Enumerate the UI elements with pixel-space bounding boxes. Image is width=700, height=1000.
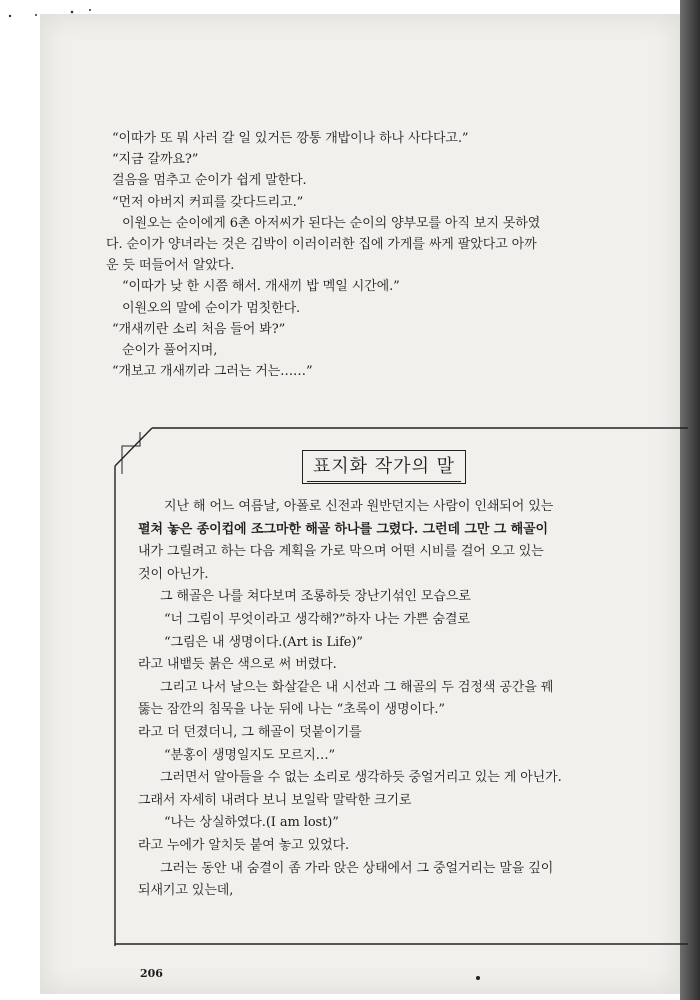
essay-line: 것이 아닌가. <box>138 566 209 582</box>
essay-line: 지난 해 어느 여름날, 아폴로 신전과 원반던지는 사람이 인쇄되어 있는 <box>164 499 554 514</box>
story-line: 운 듯 떠들어서 알았다. <box>106 258 235 274</box>
essay-line: 내가 그릴려고 하는 다음 계획을 가로 막으며 어떤 시비를 걸어 오고 있는 <box>138 544 544 560</box>
story-line: “지금 갈까요?” <box>112 152 199 168</box>
story-line: “이따가 낮 한 시쯤 해서. 개새끼 밥 멕일 시간에.” <box>122 279 400 295</box>
essay-line: 그 해골은 나를 쳐다보며 조롱하듯 장난기섞인 모습으로 <box>160 589 471 605</box>
story-line: 순이가 풀어지며, <box>122 342 218 358</box>
story-line: 다. 순이가 양녀라는 것은 김박이 이러이러한 집에 가게를 싸게 팔았다고 아까 <box>106 236 537 252</box>
story-text <box>106 128 652 382</box>
essay-line: 되새기고 있는데, <box>138 883 234 899</box>
essay-line: 그러는 동안 내 숨결이 좀 가라 앉은 상태에서 그 중얼거리는 말을 깊이 <box>160 860 554 876</box>
cover-artist-note-box <box>112 426 690 946</box>
essay-line: 뚫는 잠깐의 침묵을 나눈 뒤에 나는 “초록이 생명이다.” <box>138 702 445 718</box>
essay-line: 라고 더 던졌더니, 그 해골이 덧붙이기를 <box>138 724 362 740</box>
essay-line: 그리고 나서 날으는 화살같은 내 시선과 그 해골의 두 검정색 공간을 꿰 <box>160 679 554 695</box>
scan-speck <box>4 6 94 22</box>
story-line: “이따가 또 뭐 사러 갈 일 있거든 깡통 개밥이나 하나 사다다고.” <box>112 131 469 146</box>
story-line: “먼저 아버지 커피를 갖다드리고.” <box>112 194 304 210</box>
essay-line: “너 그림이 무엇이라고 생각해?”하자 나는 가쁜 숨결로 <box>164 611 470 627</box>
essay-line: 라고 누에가 알치듯 붙여 놓고 있었다. <box>138 837 350 853</box>
essay-line: “그림은 내 생명이다.(Art is Life)” <box>164 634 363 650</box>
print-speck <box>476 976 480 980</box>
essay-line: 그래서 자세히 내려다 보니 보일락 말락한 크기로 <box>138 792 412 808</box>
story-line: 걸음을 멈추고 순이가 쉽게 말한다. <box>112 173 307 189</box>
story-line: 이원오는 순이에게 6촌 아저씨가 된다는 순이의 양부모를 아직 보지 못하였 <box>122 215 541 231</box>
essay-line: “나는 상실하였다.(I am lost)” <box>164 815 339 831</box>
essay-line: 그러면서 알아들을 수 없는 소리로 생각하듯 중얼거리고 있는 게 아닌가. <box>160 770 562 786</box>
box-title: 표지화 작가의 말 <box>302 450 466 484</box>
story-line: 이원오의 말에 순이가 멈칫한다. <box>122 300 301 316</box>
story-line: “개보고 개새끼라 그러는 거는……” <box>112 364 313 380</box>
essay-line: 라고 내뱉듯 붉은 색으로 써 버렸다. <box>138 657 337 673</box>
story-line: “개새끼란 소리 처음 들어 봐?” <box>112 321 286 337</box>
essay-text <box>138 496 678 903</box>
page-number: 206 <box>140 967 163 980</box>
essay-line: 펼쳐 놓은 종이컵에 조그마한 해골 하나를 그렸다. 그런데 그만 그 해골이 <box>138 521 548 537</box>
essay-line: “분홍이 생명일지도 모르지…” <box>164 747 336 763</box>
